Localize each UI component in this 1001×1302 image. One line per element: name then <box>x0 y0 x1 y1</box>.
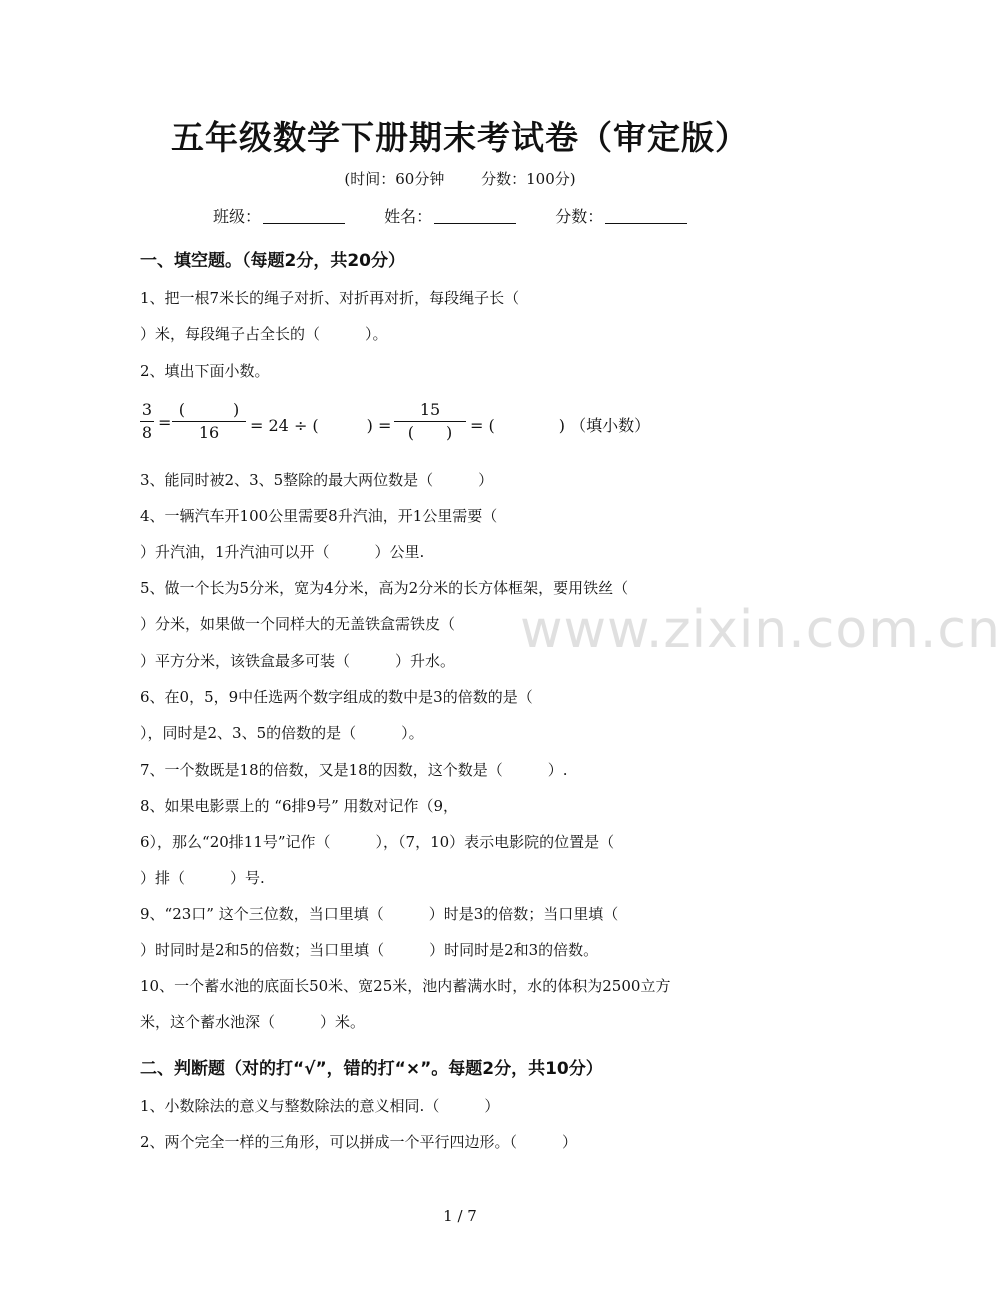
class-blank[interactable] <box>263 209 345 224</box>
student-info-row <box>213 204 721 227</box>
question-line: 5、做一个长为5分米，宽为4分米，高为2分米的长方体框架，要用铁丝（ <box>140 579 629 597</box>
fraction-15-blank <box>394 400 466 443</box>
question-line: ）升汽油，1升汽油可以开（ ）公里. <box>140 543 425 561</box>
fraction-numerator: 3 <box>141 400 153 419</box>
question-line: 2、两个完全一样的三角形，可以拼成一个平行四边形。（ ） <box>140 1133 578 1151</box>
class-field[interactable] <box>213 204 345 227</box>
question-line: 2、填出下面小数。 <box>140 362 270 380</box>
question-line: 6、在0，5，9中任选两个数字组成的数中是3的倍数的是（ <box>140 688 533 706</box>
page-title: 五年级数学下册期末考试卷（审定版） <box>171 118 749 157</box>
fraction-bar <box>172 421 246 422</box>
question-line: ）米，每段绳子占全长的（ ）。 <box>140 325 388 343</box>
question-line: 1、小数除法的意义与整数除法的意义相同.（ ） <box>140 1097 500 1115</box>
equals-sign: = <box>158 413 172 432</box>
fraction-numerator: 15 <box>419 400 441 419</box>
equation-tail: = ( ) （填小数） <box>470 416 651 435</box>
fraction-denominator[interactable]: ( ) <box>407 423 453 442</box>
name-label: 姓名： <box>384 207 433 226</box>
score-field[interactable] <box>555 204 687 227</box>
name-blank[interactable] <box>434 209 516 224</box>
section2-heading: 二、判断题（对的打“√”，错的打“×”。每题2分，共10分） <box>140 1059 603 1079</box>
score-blank[interactable] <box>605 209 687 224</box>
question-line: 1、把一根7米长的绳子对折、对折再对折，每段绳子长（ <box>140 289 520 307</box>
fraction-denominator: 16 <box>198 423 220 442</box>
question-line: 7、一个数既是18的倍数，又是18的因数，这个数是（ ）. <box>140 761 568 779</box>
question-line: ）平方分米，该铁盒最多可装（ ）升水。 <box>140 652 456 670</box>
section1-heading: 一、填空题。（每题2分，共20分） <box>140 251 405 271</box>
name-field[interactable] <box>384 204 516 227</box>
fraction-3-8 <box>140 400 154 443</box>
question-line: 米，这个蓄水池深（ ）米。 <box>140 1013 366 1031</box>
page-number: 1 / 7 <box>443 1207 477 1225</box>
score-total-text: 分数：100分) <box>481 170 576 188</box>
score-label: 分数： <box>555 207 604 226</box>
class-label: 班级： <box>213 207 262 226</box>
exam-subtitle <box>0 168 920 189</box>
question-line: 4、一辆汽车开100公里需要8升汽油，开1公里需要（ <box>140 507 498 525</box>
question-line: 3、能同时被2、3、5整除的最大两位数是（ ） <box>140 471 494 489</box>
question-line: ）分米，如果做一个同样大的无盖铁盒需铁皮（ <box>140 615 456 633</box>
time-text: (时间：60分钟 <box>344 170 445 188</box>
question-line: ）时同时是2和5的倍数；当口里填（ ）时同时是2和3的倍数。 <box>140 941 599 959</box>
equation-middle: = 24 ÷ ( ) = <box>250 416 392 435</box>
fraction-blank-16 <box>172 400 246 443</box>
fraction-numerator[interactable]: ( ) <box>178 400 240 419</box>
question-line: ）排（ ）号. <box>140 869 265 887</box>
question-line: 6），那么“20排11号”记作（ ），（7，10）表示电影院的位置是（ <box>140 833 615 851</box>
question-line: 10、一个蓄水池的底面长50米、宽25米，池内蓄满水时，水的体积为2500立方 <box>140 977 671 995</box>
question-line: 9、“23口” 这个三位数，当口里填（ ）时是3的倍数；当口里填（ <box>140 905 619 923</box>
fraction-bar <box>394 421 466 422</box>
fraction-bar <box>140 421 154 422</box>
question-line: ），同时是2、3、5的倍数的是（ ）。 <box>140 724 424 742</box>
question-line: 8、如果电影票上的 “6排9号” 用数对记作（9， <box>140 797 459 815</box>
fraction-denominator: 8 <box>141 423 153 442</box>
watermark: www.zixin.com.cn <box>520 600 1001 660</box>
